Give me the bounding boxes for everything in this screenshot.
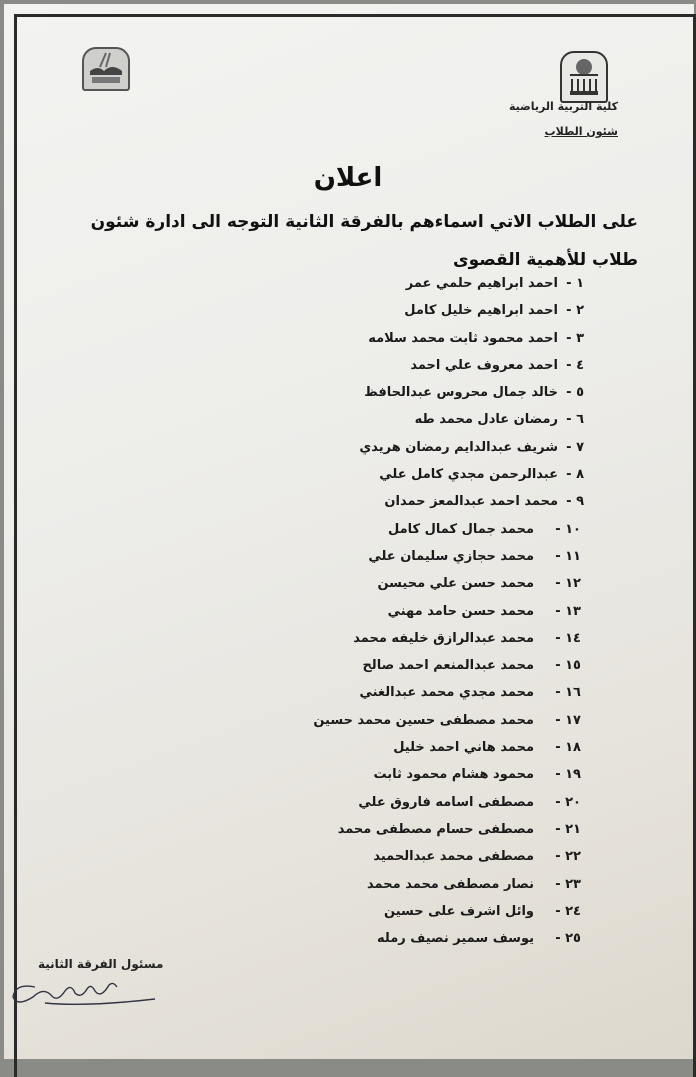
student-number: ١١ - [555, 548, 581, 564]
student-number: ٩ - [566, 494, 584, 510]
student-list-item [0, 270, 696, 297]
student-number: ٤ - [566, 357, 584, 373]
student-number: ١٤ - [555, 630, 581, 646]
student-list-item [0, 379, 696, 406]
student-name: محمد عبدالرازق خليفه محمد [353, 630, 534, 646]
student-name: احمد ابراهيم حلمي عمر [405, 276, 558, 291]
student-name: وائل اشرف على حسين [384, 903, 534, 919]
student-list-item [0, 625, 696, 652]
student-number: ١٧ - [555, 712, 581, 728]
announcement-text: على الطلاب الاتي اسماءهم بالفرقة الثانية التوجه الى ادارة شئون طلاب للأهمية القصوى [90, 212, 638, 270]
student-list-item [0, 461, 696, 488]
student-number: ١٢ - [555, 576, 581, 592]
student-name: شريف عبدالدايم رمضان هريدي [359, 439, 558, 455]
student-number: ١٨ - [555, 740, 581, 756]
student-name: احمد محمود ثابت محمد سلامه [368, 330, 558, 346]
student-number: ٨ - [566, 467, 584, 483]
student-name: محمود هشام محمود ثابت [373, 767, 534, 783]
student-number: ٢ - [566, 303, 584, 319]
student-number: ٢٣ - [555, 876, 581, 892]
student-number: ٧ - [566, 439, 584, 455]
student-list-item [0, 406, 696, 433]
student-list-item [0, 516, 696, 543]
student-number: ٢٢ - [555, 849, 581, 865]
student-name: مصطفى حسام مصطفى محمد [337, 821, 534, 837]
student-list-item [0, 898, 696, 925]
student-list-item [0, 871, 696, 898]
student-number: ٢٥ - [555, 931, 581, 947]
student-list-item [0, 816, 696, 843]
student-number: ١٥ - [555, 658, 581, 674]
student-list-item [0, 652, 696, 679]
student-number: ١٣ - [555, 603, 581, 619]
student-list-item [0, 570, 696, 597]
student-name: محمد مجدي محمد عبدالغني [359, 685, 534, 701]
student-name: محمد جمال كمال كامل [388, 521, 534, 537]
student-number: ٥ - [566, 385, 584, 401]
faculty-name: كلية التربية الرياضية [508, 100, 618, 113]
student-number: ١٩ - [555, 767, 581, 783]
sports-logo-icon [82, 47, 130, 91]
student-list-item [0, 488, 696, 515]
student-number: ١٠ - [555, 521, 581, 537]
student-list-item [0, 843, 696, 870]
handwritten-signature [5, 965, 165, 1015]
student-name: محمد عبدالمنعم احمد صالح [362, 658, 534, 674]
student-name: محمد حسن علي محيسن [377, 576, 534, 592]
student-list-item [0, 297, 696, 324]
student-list-item [0, 925, 696, 952]
student-name: محمد حجازي سليمان علي [368, 548, 534, 564]
student-name: احمد معروف علي احمد [410, 357, 558, 373]
student-name: عبدالرحمن مجدي كامل علي [379, 467, 558, 483]
student-name: مصطفى اسامه فاروق علي [358, 794, 534, 810]
student-name: محمد حسن حامد مهني [387, 603, 534, 619]
student-number: ١ - [566, 276, 584, 291]
student-list-item [0, 598, 696, 625]
page-title: اعلان [313, 163, 383, 193]
student-number: ٦ - [566, 412, 584, 428]
student-list-item [0, 679, 696, 706]
student-number: ٣ - [566, 330, 584, 346]
student-name: محمد مصطفى حسين محمد حسين [313, 712, 534, 728]
student-list-item [0, 789, 696, 816]
student-name: محمد احمد عبدالمعز حمدان [384, 494, 558, 510]
student-list-item [0, 434, 696, 461]
student-number: ٢١ - [555, 821, 581, 837]
student-name: مصطفى محمد عبدالحميد [373, 849, 534, 865]
student-list [0, 270, 696, 952]
student-number: ١٦ - [555, 685, 581, 701]
student-list-item [0, 543, 696, 570]
signature-label: مسئول الفرقة الثانية [38, 957, 164, 971]
university-logo-icon [560, 51, 608, 103]
student-list-item [0, 761, 696, 788]
student-name: محمد هاني احمد خليل [393, 740, 534, 756]
student-name: نصار مصطفى محمد محمد [367, 876, 534, 892]
department-name: شئون الطلاب [544, 125, 618, 138]
student-name: خالد جمال محروس عبدالحافظ [364, 385, 558, 401]
student-list-item [0, 734, 696, 761]
student-name: رمضان عادل محمد طه [414, 412, 558, 428]
student-name: احمد ابراهيم خليل كامل [404, 303, 558, 319]
student-number: ٢٤ - [555, 903, 581, 919]
student-list-item [0, 352, 696, 379]
student-list-item [0, 325, 696, 352]
student-list-item [0, 707, 696, 734]
student-name: يوسف سمير نصيف رمله [377, 931, 534, 947]
student-number: ٢٠ - [555, 794, 581, 810]
